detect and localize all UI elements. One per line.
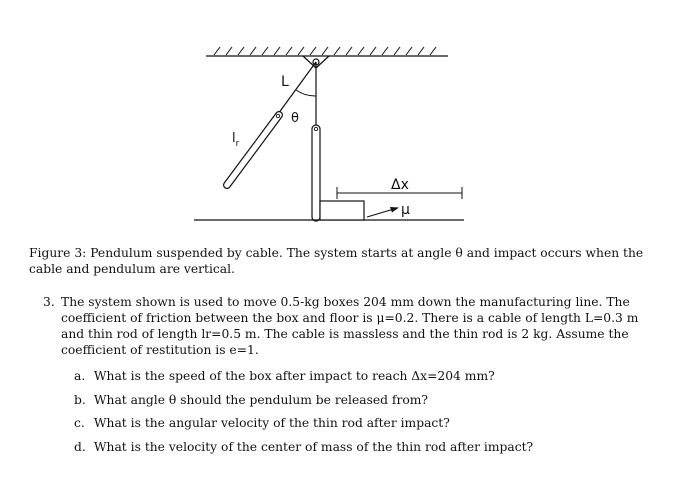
part-text: What angle θ should the pendulum be released from? (93, 392, 429, 407)
box (320, 201, 364, 220)
part-letter: c. (74, 416, 85, 431)
part-c (74, 415, 634, 439)
problem-statement (43, 294, 643, 358)
part-text: What is the velocity of the center of mass of the thin rod after impact? (93, 440, 534, 455)
pendulum-figure (0, 0, 676, 240)
problem-number: 3. (43, 295, 55, 309)
part-letter: d. (74, 440, 86, 455)
part-b (74, 392, 634, 416)
rod-vertical (312, 125, 320, 221)
part-letter: b. (74, 392, 86, 407)
angle-arc (296, 90, 316, 96)
figure-caption: Figure 3: Pendulum suspended by cable. The system starts at angle θ and impact occurs when the cable and pendulum are vertical. (29, 246, 644, 276)
cable-length-label: L (281, 74, 289, 90)
part-text: What is the speed of the box after impact to reach Δx=204 mm? (93, 369, 495, 383)
friction-label: μ (401, 202, 410, 218)
problem-text: The system shown is used to move 0.5-kg boxes 204 mm down the manufacturing line. The coefficient of friction between the box and floor is μ=0.2. There is a cable of length L=0.3 m and thin rod of length lr=0.5 m. The cable is massless and the thin rod is 2 kg. Assume the coefficient of restitution is e=1. (61, 295, 639, 357)
rod-length-label (232, 131, 240, 149)
friction-arrow (367, 207, 399, 217)
rod-released (227, 114, 280, 185)
displacement-label: Δx (391, 177, 409, 193)
ceiling (206, 47, 448, 56)
rod-length-sub: r (235, 139, 240, 149)
part-text: What is the angular velocity of the thin rod after impact? (93, 416, 450, 431)
problem-parts (74, 368, 634, 463)
rod-length-main: l (232, 131, 236, 146)
part-a (74, 368, 634, 392)
part-letter: a. (74, 369, 86, 383)
angle-label: θ (291, 111, 299, 126)
part-d (74, 439, 634, 463)
